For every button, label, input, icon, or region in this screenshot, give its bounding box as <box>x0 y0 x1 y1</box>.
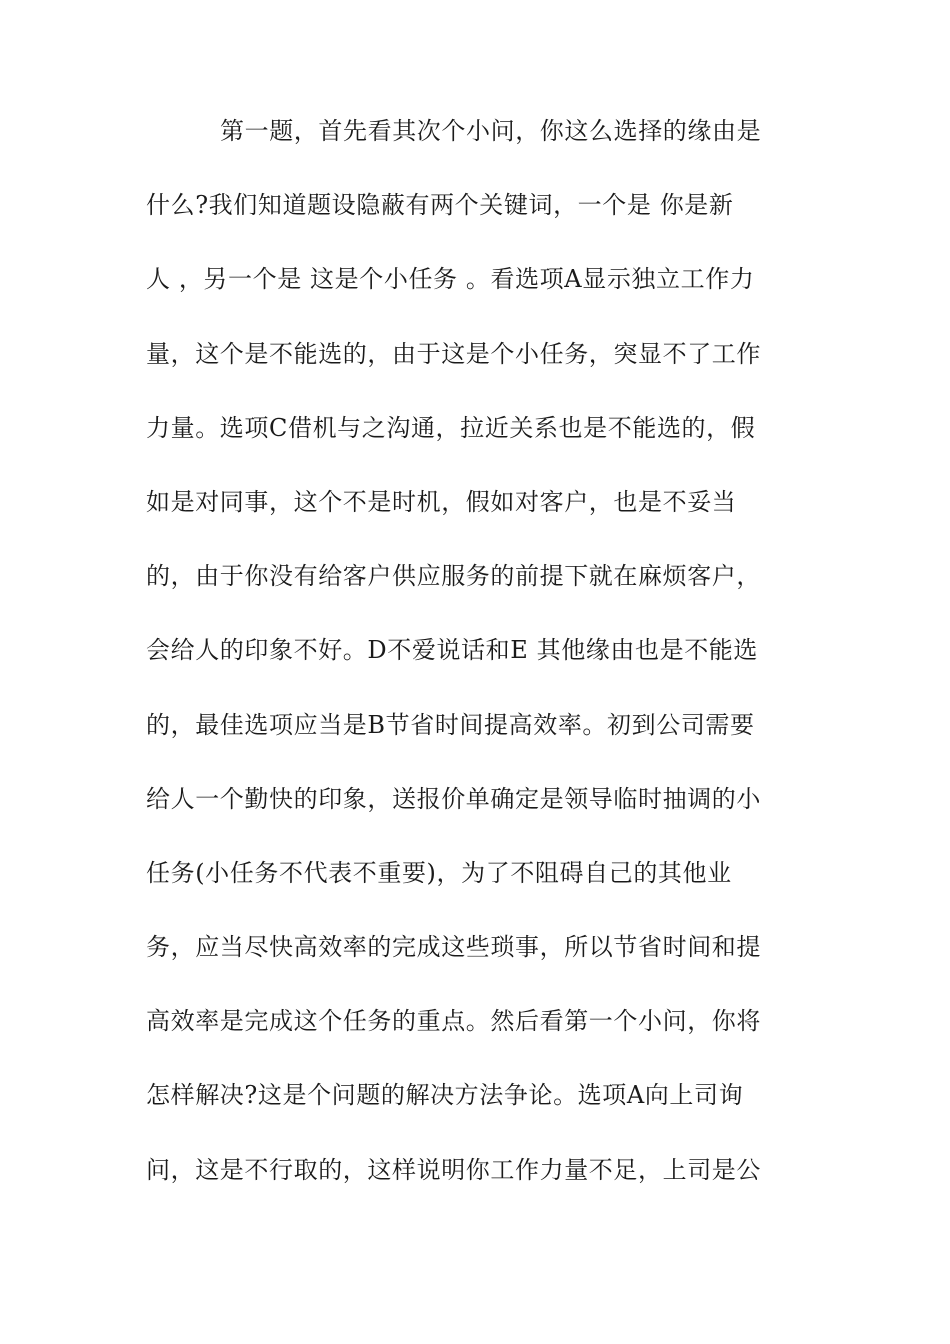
text-line-8: 会给人的印象不好。D不爱说话和E 其他缘由也是不能选 <box>146 636 758 665</box>
body-text <box>146 108 806 1221</box>
text-line-2: 什么?我们知道题设隐蔽有两个关键词，一个是 你是新 <box>146 191 734 220</box>
text-line-12: 务，应当尽快高效率的完成这些琐事，所以节省时间和提 <box>146 933 761 962</box>
text-line-6: 如是对同事，这个不是时机，假如对客户，也是不妥当 <box>146 487 737 516</box>
text-line-5: 力量。选项C借机与之沟通，拉近关系也是不能选的，假 <box>146 413 756 442</box>
text-line-10: 给人一个勤快的印象，送报价单确定是领导临时抽调的小 <box>146 784 761 813</box>
text-line-7: 的，由于你没有给客户供应服务的前提下就在麻烦客户， <box>146 562 761 591</box>
text-line-14: 怎样解决?这是个问题的解决方法争论。选项A向上司询 <box>146 1081 744 1110</box>
text-line-3: 人 ，另一个是 这是个小任务 。看选项A显示独立工作力 <box>146 265 755 294</box>
text-line-13: 高效率是完成这个任务的重点。然后看第一个小问，你将 <box>146 1007 761 1036</box>
text-line-4: 量，这个是不能选的，由于这是个小任务，突显不了工作 <box>146 339 761 368</box>
text-line-1: 第一题，首先看其次个小问，你这么选择的缘由是 <box>220 117 762 145</box>
text-line-15: 问，这是不行取的，这样说明你工作力量不足，上司是公 <box>146 1155 761 1184</box>
text-line-11: 任务(小任务不代表不重要)，为了不阻碍自己的其他业 <box>146 858 732 887</box>
text-line-9: 的，最佳选项应当是B节省时间提高效率。初到公司需要 <box>146 710 755 739</box>
